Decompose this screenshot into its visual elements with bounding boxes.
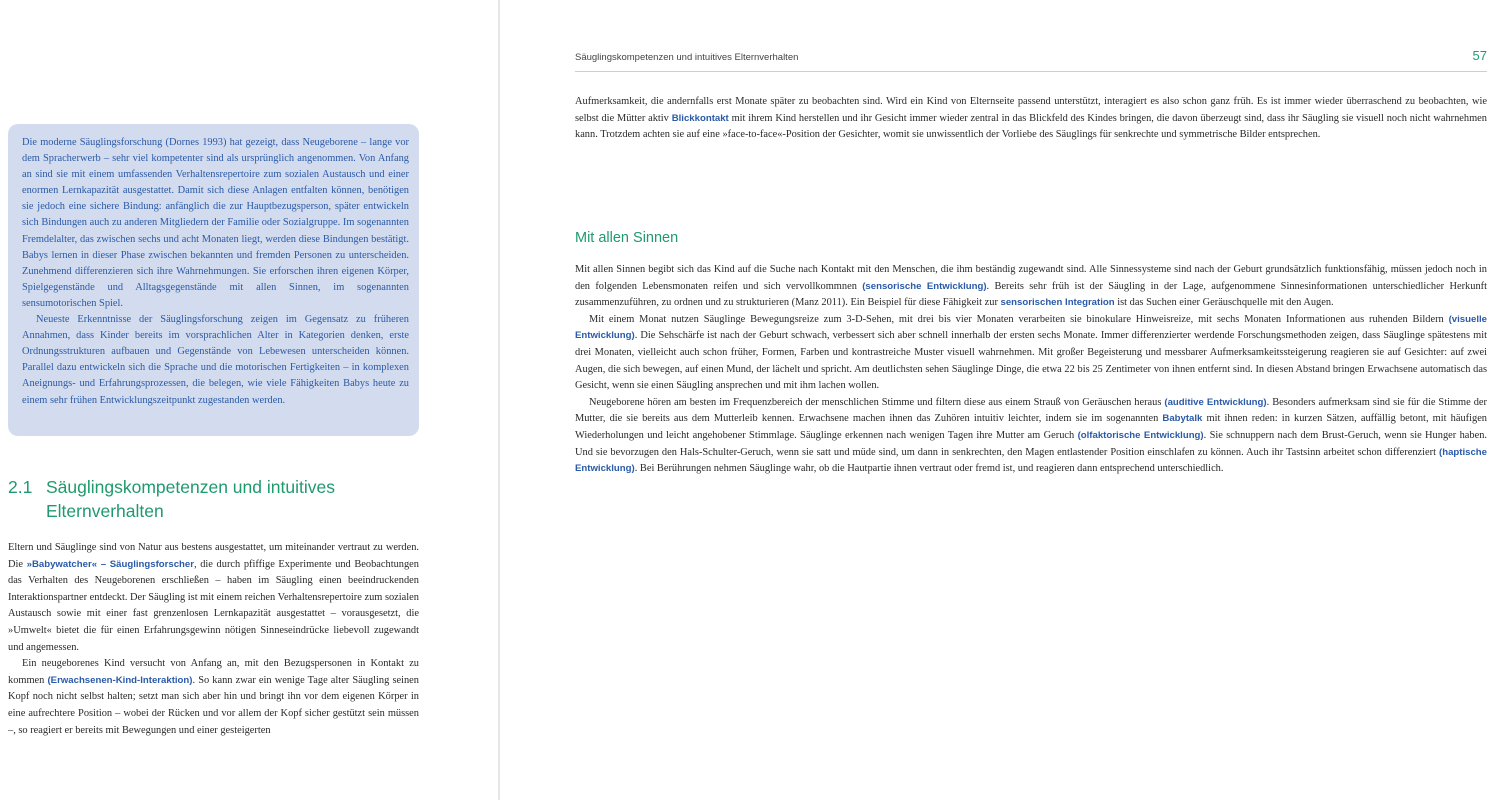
- page-number: 57: [1472, 48, 1487, 63]
- keyword: sensorischen Integration: [1000, 297, 1115, 309]
- header-rule: [575, 71, 1487, 72]
- keyword: (olfaktorische Entwicklung): [1077, 429, 1204, 441]
- keyword: Blickkontakt: [671, 112, 729, 124]
- right-top-text: [575, 94, 1487, 144]
- info-box-paragraph-2: Neueste Erkenntnisse der Säuglingsforschung zeigen im Gegensatz zu früheren Annahmen, dass Kinder bereits im vorsprachlichen Alter in Kategorien denken, erste Ordnungsstrukturen aufbauen und Gegenstände von Lebewesen unterscheiden können. Parallel dazu entwickeln sich die Sprache und die motorischen Fertigkeiten – in komplexen Aneignungs- und Erfahrungsprozessen, die belegen, wie viele Fähigkeiten Babys heute zu einem sehr frühen Entwicklungszeitpunkt zugestanden werden.: [22, 314, 409, 406]
- keyword: Babytalk: [1162, 413, 1203, 425]
- body-paragraph: Mit einem Monat nutzen Säuglinge Bewegungsreize zum 3-D-Sehen, mit drei bis vier Monaten verarbeiten sie binokulare Hinweisreize, mit sechs Monaten Informationen aus ruhenden Bildern (visuelle Entwicklung). Die Sehschärfe ist nach der Geburt schwach, verbessert sich aber schnell innerhalb der ersten sechs Monate. Immer differenzierter werdende Forschungsmethoden zeigen, dass Säuglinge spätestens mit drei Monaten, vielleicht auch schon früher, Formen, Farben und kontrastreiche Muster visuell wahrnehmen. Mit großer Begeisterung und messbarer Aufmerksamkeitssteigerung reagieren sie auf Gesichter: auf zwei Augen, die sich bewegen, auf einen Mund, der lächelt und spricht. Am deutlichsten sehen Säuglinge Dinge, die etwa 22 bis 25 Zentimeter von ihnen entfernt sind. In diesen Abstand bringen Erwachsene automatisch das Gesicht, wenn sie einen Säugling ansprechen und mit ihm lachen wollen.: [575, 313, 1487, 392]
- section-title: Säuglingskompetenzen und intuitives Elternverhalten: [46, 477, 335, 521]
- right-body-text: [575, 262, 1487, 478]
- running-header: [575, 48, 1487, 70]
- keyword: »Babywatcher« – Säuglingsforscher: [26, 558, 194, 570]
- body-paragraph: Mit allen Sinnen begibt sich das Kind auf die Suche nach Kontakt mit den Menschen, die ihm beständig zugewandt sind. Alle Sinnessysteme sind nach der Geburt grundsätzlich funktionsfähig, müssen jedoch noch in den folgenden Lebensmonaten reifen und sich vervollkommnen (sensorische Entwicklung). Bereits sehr früh ist der Säugling in der Lage, aufgenommene Sinnesinformationen unterschiedlicher Herkunft zusammenzuführen, zu ordnen und zu strukturieren (Manz 2011). Ein Beispiel für diese Fähigkeit zur sensorischen Integration ist das Suchen einer Geräuschquelle mit den Augen.: [575, 264, 1487, 309]
- keyword: (Erwachsenen-Kind-Interaktion): [47, 674, 193, 686]
- keyword: (auditive Entwicklung): [1164, 396, 1267, 408]
- info-box: [8, 124, 419, 436]
- body-paragraph: Aufmerksamkeit, die andernfalls erst Monate später zu beobachten sind. Wird ein Kind von Elternseite passend unterstützt, interagiert es also schon ganz früh. Es ist immer wieder überraschend zu beobachten, wie selbst die Mütter aktiv Blickkontakt mit ihrem Kind herstellen und ihr Gesicht immer wieder zentral in das Blickfeld des Kindes bringen, die davon überzeugt sind, dass ihr Säugling sie visuell noch nicht wahrnehmen kann. Trotzdem achten sie auf eine »face-to-face«-Position der Gesichter, womit sie unwissentlich der Vorliebe des Säuglings für senkrechte und symmetrische Bilder entsprechen.: [575, 96, 1487, 141]
- left-page: [0, 0, 500, 800]
- keyword: (sensorische Entwicklung): [862, 280, 987, 292]
- subsection-heading: Mit allen Sinnen: [575, 230, 679, 246]
- body-paragraph: Eltern und Säuglinge sind von Natur aus bestens ausgestattet, um miteinander vertraut zu werden. Die »Babywatcher« – Säuglingsforscher, die durch pfiffige Experimente und Beobachtungen das Verhalten des Neugeborenen erschließen – haben im Säugling einen beeindruckenden Interaktionspartner entdeckt. Der Säugling ist mit einem reichen Verhaltensrepertoire zum sozialen Austausch sowie mit einer fast grenzenlosen Lernkapazität ausgestattet – vorausgesetzt, die »Umwelt« bietet die für einen Erfahrungsgewinn nötigen Sinneseindrücke liebevoll zugewandt und angemessen.: [8, 542, 419, 653]
- body-paragraph: Ein neugeborenes Kind versucht von Anfang an, mit den Bezugspersonen in Kontakt zu kommen (Erwachsenen-Kind-Interaktion). So kann zwar ein wenige Tage alter Säugling seinen Kopf noch nicht selbst halten; setzt man sich aber hin und bringt ihn vor dem eigenen Körper in eine aufrechtere Position – wobei der Rücken und vor allem der Kopf sicher gestützt sein müssen –, so reagiert er bereits mit Bewegungen und einer gesteigerten: [8, 658, 419, 736]
- section-number: 2.1: [8, 477, 33, 497]
- keyword: (haptische Entwicklung): [575, 446, 1487, 475]
- keyword: (visuelle Entwicklung): [575, 313, 1487, 342]
- right-page: [500, 0, 1487, 800]
- body-paragraph: Neugeborene hören am besten im Frequenzbereich der menschlichen Stimme und filtern diese aus einem Strauß von Geräuschen heraus (auditive Entwicklung). Besonders aufmerksam sind sie für die Stimme der Mutter, die sie bereits aus dem Mutterleib kennen. Erwachsene machen ihnen das Zuhören intuitiv leichter, indem sie im sogenannten Babytalk mit ihnen reden: in kurzen Sätzen, auffällig betont, mit häufigen Wiederholungen und leicht angehobener Stimmlage. Säuglinge erkennen nach wenigen Tagen ihre Mutter am Geruch (olfaktorische Entwicklung). Sie schnuppern nach dem Brust-Geruch, wenn sie Hunger haben. Und sie bevorzugen den Hals-Schulter-Geruch, wenn sie satt und müde sind, um dann in senkrechten, den Magen entlastender Position einschlafen zu können. Auch ihr Tastsinn arbeitet schon differenziert (haptische Entwicklung). Bei Berührungen nehmen Säuglinge wahr, ob die Hautpartie ihnen vertraut oder fremd ist, und reagieren dann entsprechend unterschiedlich.: [575, 396, 1487, 475]
- info-box-paragraph-1: Die moderne Säuglingsforschung (Dornes 1993) hat gezeigt, dass Neugeborene – lange vor dem Spracherwerb – sehr viel kompetenter sind als ursprünglich angenommen. Von Anfang an sind sie mit einem umfassenden Verhaltensrepertoire zum sozialen Austausch und einer enormen Lernkapazität ausgestattet. Damit sich diese Anlagen entfalten können, benötigen sie jedoch eine sichere Bindung: anfänglich die zur Hauptbezugsperson, später entwickeln sich Bindungen auch zu anderen Mitgliedern der Familie oder Sozialgruppe. Im sogenannten Fremdelalter, das zwischen sechs und acht Monaten liegt, werden diese Bindungen bestätigt. Babys lernen in dieser Phase zwischen bekannten und fremden Personen zu unterscheiden. Zunehmend differenzieren sich ihre Wahrnehmungen. Sie erforschen ihren eigenen Körper, Spielgegenstände und Alltagsgegenstände mit allen Sinnen, im sogenannten sensumotorischen Spiel.: [22, 137, 409, 309]
- left-body-text: [8, 540, 419, 739]
- running-title: Säuglingskompetenzen und intuitives Elternverhalten: [575, 52, 799, 63]
